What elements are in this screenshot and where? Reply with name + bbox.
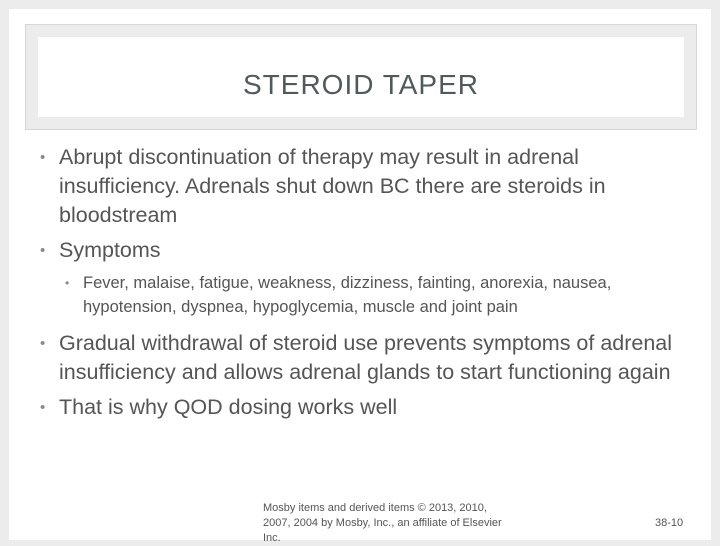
bullet-icon: • [65,276,70,290]
slide-content [27,143,697,428]
bullet-icon: • [40,149,46,166]
page-number: 38-10 [655,517,684,529]
bullet-text: Gradual withdrawal of steroid use prevents symptoms of adrenal insufficiency and allows adrenal glands to start functioning again [59,331,673,384]
bullet-item [27,329,697,387]
slide-title: STEROID TAPER [242,69,479,100]
bullet-text: Symptoms [59,238,161,262]
bullet-item [27,236,697,265]
bullet-icon: • [40,335,46,352]
bullet-icon: • [40,242,46,259]
slide [9,9,711,544]
sub-bullet-item [27,271,697,319]
bullet-item [27,143,697,230]
title-box [25,24,697,130]
footer-copyright: Mosby items and derived items © 2013, 2010, 2007, 2004 by Mosby, Inc., an affiliate of Elsevier Inc. [263,502,502,544]
bullet-item [27,393,697,422]
sub-bullet-text: Fever, malaise, fatigue, weakness, dizziness, fainting, anorexia, nausea, hypotension, dyspnea, hypoglycemia, muscle and joint pain [83,274,612,316]
bullet-text: Abrupt discontinuation of therapy may result in adrenal insufficiency. Adrenals shut down BC there are steroids in bloodstream [59,145,606,227]
bullet-icon: • [40,399,46,416]
bullet-text: That is why QOD dosing works well [59,395,398,419]
